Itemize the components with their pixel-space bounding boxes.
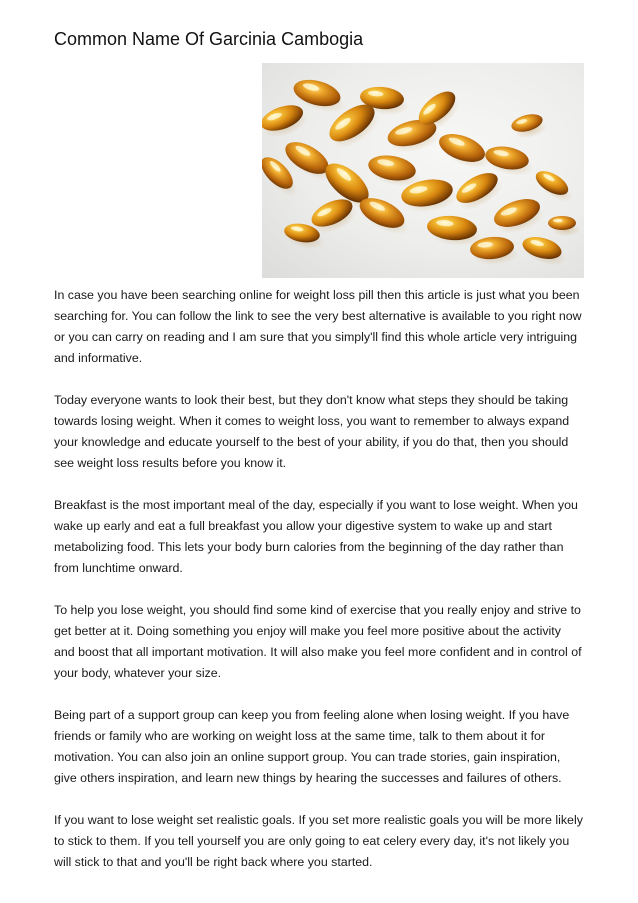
paragraph: If you want to lose weight set realistic goals. If you set more realistic goals you will be more likely to stick to them. If you tell yourself you are only going to eat celery every day, it's not likely you will stick to that and you'll be right back where you started.	[54, 813, 583, 869]
paragraph: Today everyone wants to look their best, but they don't know what steps they should be taking towards losing weight. When it comes to weight loss, you want to remember to always expand your knowledge and educate yourself to the best of your ability, if you do that, then you should see weight loss results before you know it.	[54, 393, 570, 470]
paragraph: In case you have been searching online for weight loss pill then this article is just what you been searching for. You can follow the link to see the very best alternative is available to you right now or you can carry on reading and I am sure that you simply'll find this whole article very intriguing and informative.	[54, 288, 582, 365]
softgel-capsules-image	[262, 63, 584, 278]
paragraph: Breakfast is the most important meal of the day, especially if you want to lose weight. When you wake up early and eat a full breakfast you allow your digestive system to wake up and start metabolizing food. This lets your body burn calories from the beginning of the day rather than from lunchtime onward.	[54, 498, 578, 575]
article-body	[54, 285, 584, 894]
paragraph: Being part of a support group can keep you from feeling alone when losing weight. If you have friends or family who are working on weight loss at the same time, talk to them about it for motivation. You can also join an online support group. You can trade stories, gain inspiration, give others inspiration, and learn new things by hearing the successes and failures of others.	[54, 708, 570, 785]
paragraph: To help you lose weight, you should find some kind of exercise that you really enjoy and strive to get better at it. Doing something you enjoy will make you feel more positive about the activity and boost that all important motivation. It will also make you feel more confident and in control of your body, whatever your size.	[54, 603, 582, 680]
softgel-capsule	[548, 216, 576, 230]
page-title: Common Name Of Garcinia Cambogia	[54, 29, 364, 49]
capsule-highlight	[553, 219, 563, 223]
